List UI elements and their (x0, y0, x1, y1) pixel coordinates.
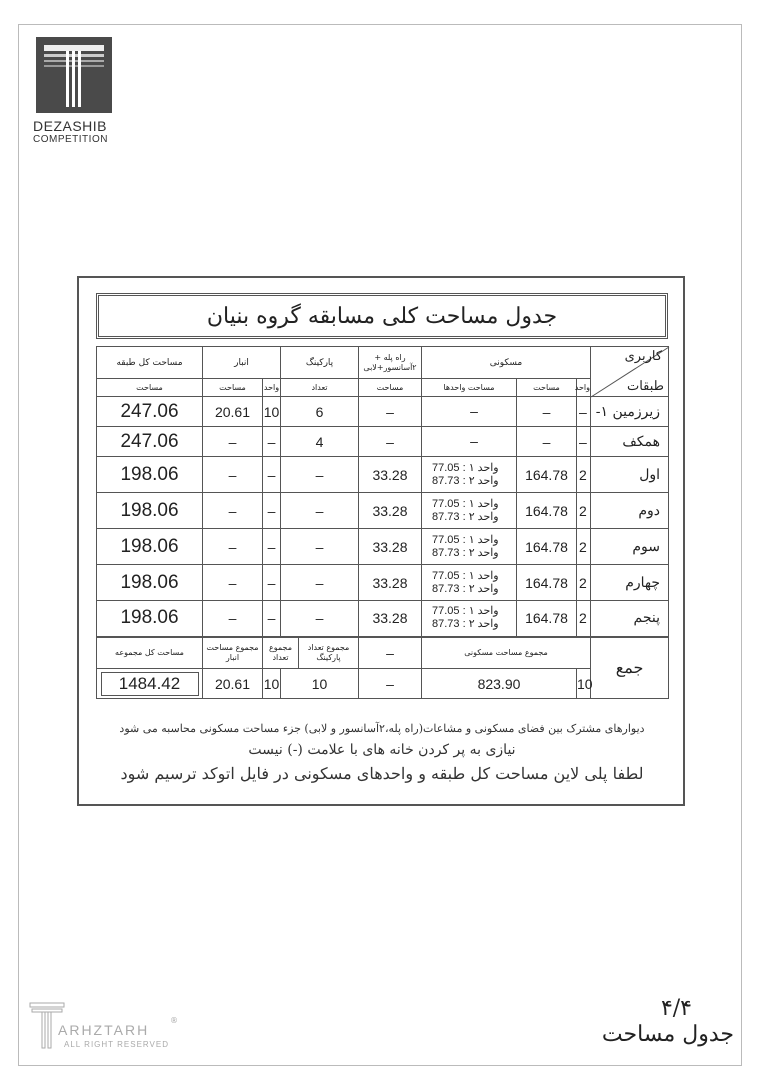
sub-res-area: مساحت (517, 379, 577, 397)
unit-areas-cell (422, 397, 517, 427)
total-all-cell (97, 669, 203, 699)
res-units-cell: – (577, 427, 591, 457)
header-row-2 (97, 379, 669, 397)
floor-name-cell: چهارم (591, 565, 669, 601)
note-1: دیوارهای مشترک بین فضای مسکونی و مشاعات(راه پله،۲آسانسور و لابی) جزء مساحت مسکونی محاسبه می شود (119, 722, 645, 735)
unit-area-line: واحد ۲ : 87.73 (432, 618, 499, 631)
res-area-cell: 164.78 (517, 493, 577, 529)
unit-areas-cell (422, 457, 517, 493)
table-row (97, 601, 669, 637)
total-parking: 10 (281, 669, 359, 699)
watermark-registered: ® (170, 1016, 178, 1025)
res-units-cell: 2 (577, 457, 591, 493)
header-floors: طبقات (626, 379, 665, 394)
unit-areas-cell (422, 427, 517, 457)
storage-area-cell: – (203, 493, 263, 529)
watermark-name: ARHZTARH (58, 1022, 150, 1038)
floor-total-cell: 198.06 (97, 493, 203, 529)
res-units-cell: 2 (577, 529, 591, 565)
total-header-all: مساحت کل مجموعه (97, 637, 203, 669)
storage-area-cell: – (203, 565, 263, 601)
res-units-cell: 2 (577, 601, 591, 637)
total-header-residential: مجموع مساحت مسکونی (422, 637, 591, 669)
unit-area-line: واحد ۱ : 77.05 (432, 461, 499, 474)
unit-area-line: واحد ۱ : 77.05 (432, 569, 499, 582)
unit-area-line: واحد ۲ : 87.73 (432, 474, 499, 487)
floor-total-cell: 198.06 (97, 529, 203, 565)
header-storage: انبار (203, 347, 281, 379)
parking-cell: 6 (281, 397, 359, 427)
total-header-stairs: – (359, 637, 422, 669)
note-3: لطفا پلی لاین مساحت کل طبقه و واحدهای مسکونی در فایل اتوکد ترسیم شود (120, 764, 644, 783)
page-number: ۴/۴ (660, 996, 692, 1021)
floor-name-cell: سوم (591, 529, 669, 565)
header-residential: مسکونی (422, 347, 591, 379)
storage-area-cell: 20.61 (203, 397, 263, 427)
parking-cell: 4 (281, 427, 359, 457)
unit-areas-cell (422, 565, 517, 601)
header-stairs: راه پله + ۲آسانسور+لابی (359, 347, 422, 379)
parking-cell: – (281, 529, 359, 565)
floor-total-cell: 247.06 (97, 427, 203, 457)
total-all: 1484.42 (101, 672, 199, 696)
storage-units-cell: – (263, 427, 281, 457)
storage-units-cell: – (263, 493, 281, 529)
storage-units-cell: – (263, 529, 281, 565)
stairs-cell: – (359, 427, 422, 457)
res-area-cell: 164.78 (517, 565, 577, 601)
header-usage: کاربری (624, 349, 663, 364)
header-floor-total: مساحت کل طبقه (97, 347, 203, 379)
unit-areas-cell (422, 529, 517, 565)
floor-name-cell: همکف (591, 427, 669, 457)
parking-cell: – (281, 565, 359, 601)
table-row (97, 457, 669, 493)
table-row (97, 427, 669, 457)
storage-units-cell: 10 (263, 397, 281, 427)
total-header-storage-count: مجموع تعداد (263, 637, 299, 669)
stairs-cell: 33.28 (359, 493, 422, 529)
res-units-cell: – (577, 397, 591, 427)
res-area-cell: 164.78 (517, 601, 577, 637)
unit-area-line: واحد ۱ : 77.05 (432, 605, 499, 618)
total-storage-units: 10 (263, 669, 281, 699)
total-header-storage-area: مجموع مساحت انبار (203, 637, 263, 669)
sub-storage-unit: واحد (263, 379, 281, 397)
storage-area-cell: – (203, 427, 263, 457)
dezashib-logo (36, 37, 112, 113)
floor-total-cell: 198.06 (97, 601, 203, 637)
sub-res-unit: واحد (577, 379, 591, 397)
parking-cell: – (281, 493, 359, 529)
unit-area-line: – (470, 433, 478, 449)
table-row (97, 493, 669, 529)
watermark-sub: ALL RIGHT RESERVED (64, 1040, 169, 1049)
storage-area-cell: – (203, 529, 263, 565)
brand-name: DEZASHIB (33, 118, 108, 134)
unit-area-line: – (470, 403, 478, 419)
table-row (97, 565, 669, 601)
unit-area-line: واحد ۲ : 87.73 (432, 582, 499, 595)
storage-area-cell: – (203, 457, 263, 493)
res-area-cell: – (517, 427, 577, 457)
floor-total-cell: 247.06 (97, 397, 203, 427)
note-2: نیازی به پر کردن خانه های با علامت (-) نیست (248, 742, 516, 758)
floor-total-cell: 198.06 (97, 565, 203, 601)
notes (96, 718, 668, 783)
floor-name-cell: دوم (591, 493, 669, 529)
brand-subtitle: COMPETITION (33, 134, 108, 145)
res-units-cell: 2 (577, 493, 591, 529)
stairs-cell: 33.28 (359, 565, 422, 601)
sub-parking-count: تعداد (281, 379, 359, 397)
page-title: جدول مساحت (601, 1022, 734, 1047)
parking-cell: – (281, 601, 359, 637)
stairs-cell: 33.28 (359, 529, 422, 565)
unit-areas-cell (422, 493, 517, 529)
storage-units-cell: – (263, 601, 281, 637)
res-area-cell: – (517, 397, 577, 427)
header-usage-floors (591, 347, 669, 397)
floor-total-cell: 198.06 (97, 457, 203, 493)
sub-stairs-area: مساحت (359, 379, 422, 397)
stairs-cell: 33.28 (359, 601, 422, 637)
storage-units-cell: – (263, 457, 281, 493)
totals-row (97, 669, 669, 699)
total-header-parking: مجموع تعداد پارکینگ (299, 637, 359, 669)
floor-name-cell: اول (591, 457, 669, 493)
floor-name-cell: زیرزمین ۱- (591, 397, 669, 427)
table-row (97, 529, 669, 565)
unit-areas-cell (422, 601, 517, 637)
stairs-cell: 33.28 (359, 457, 422, 493)
stairs-cell: – (359, 397, 422, 427)
res-units-cell: 2 (577, 565, 591, 601)
total-res-area: 823.90 (422, 669, 577, 699)
header-row-1 (97, 347, 669, 379)
total-res-units: 10 (577, 669, 591, 699)
total-stairs: – (359, 669, 422, 699)
unit-area-line: واحد ۲ : 87.73 (432, 546, 499, 559)
header-parking: پارکینگ (281, 347, 359, 379)
total-storage-area: 20.61 (203, 669, 263, 699)
sub-unit-areas: مساحت واحدها (422, 379, 517, 397)
unit-area-line: واحد ۱ : 77.05 (432, 497, 499, 510)
storage-units-cell: – (263, 565, 281, 601)
storage-area-cell: – (203, 601, 263, 637)
sub-total-area: مساحت (97, 379, 203, 397)
table-title: جدول مساحت کلی مسابقه گروه بنیان (96, 293, 668, 339)
res-area-cell: 164.78 (517, 529, 577, 565)
table-row (97, 397, 669, 427)
sub-storage-area: مساحت (203, 379, 263, 397)
unit-area-line: واحد ۲ : 87.73 (432, 510, 499, 523)
res-area-cell: 164.78 (517, 457, 577, 493)
area-table (96, 346, 669, 699)
unit-area-line: واحد ۱ : 77.05 (432, 533, 499, 546)
floor-name-cell: پنجم (591, 601, 669, 637)
parking-cell: – (281, 457, 359, 493)
totals-label: جمع (591, 637, 669, 699)
totals-header-row (97, 637, 669, 669)
